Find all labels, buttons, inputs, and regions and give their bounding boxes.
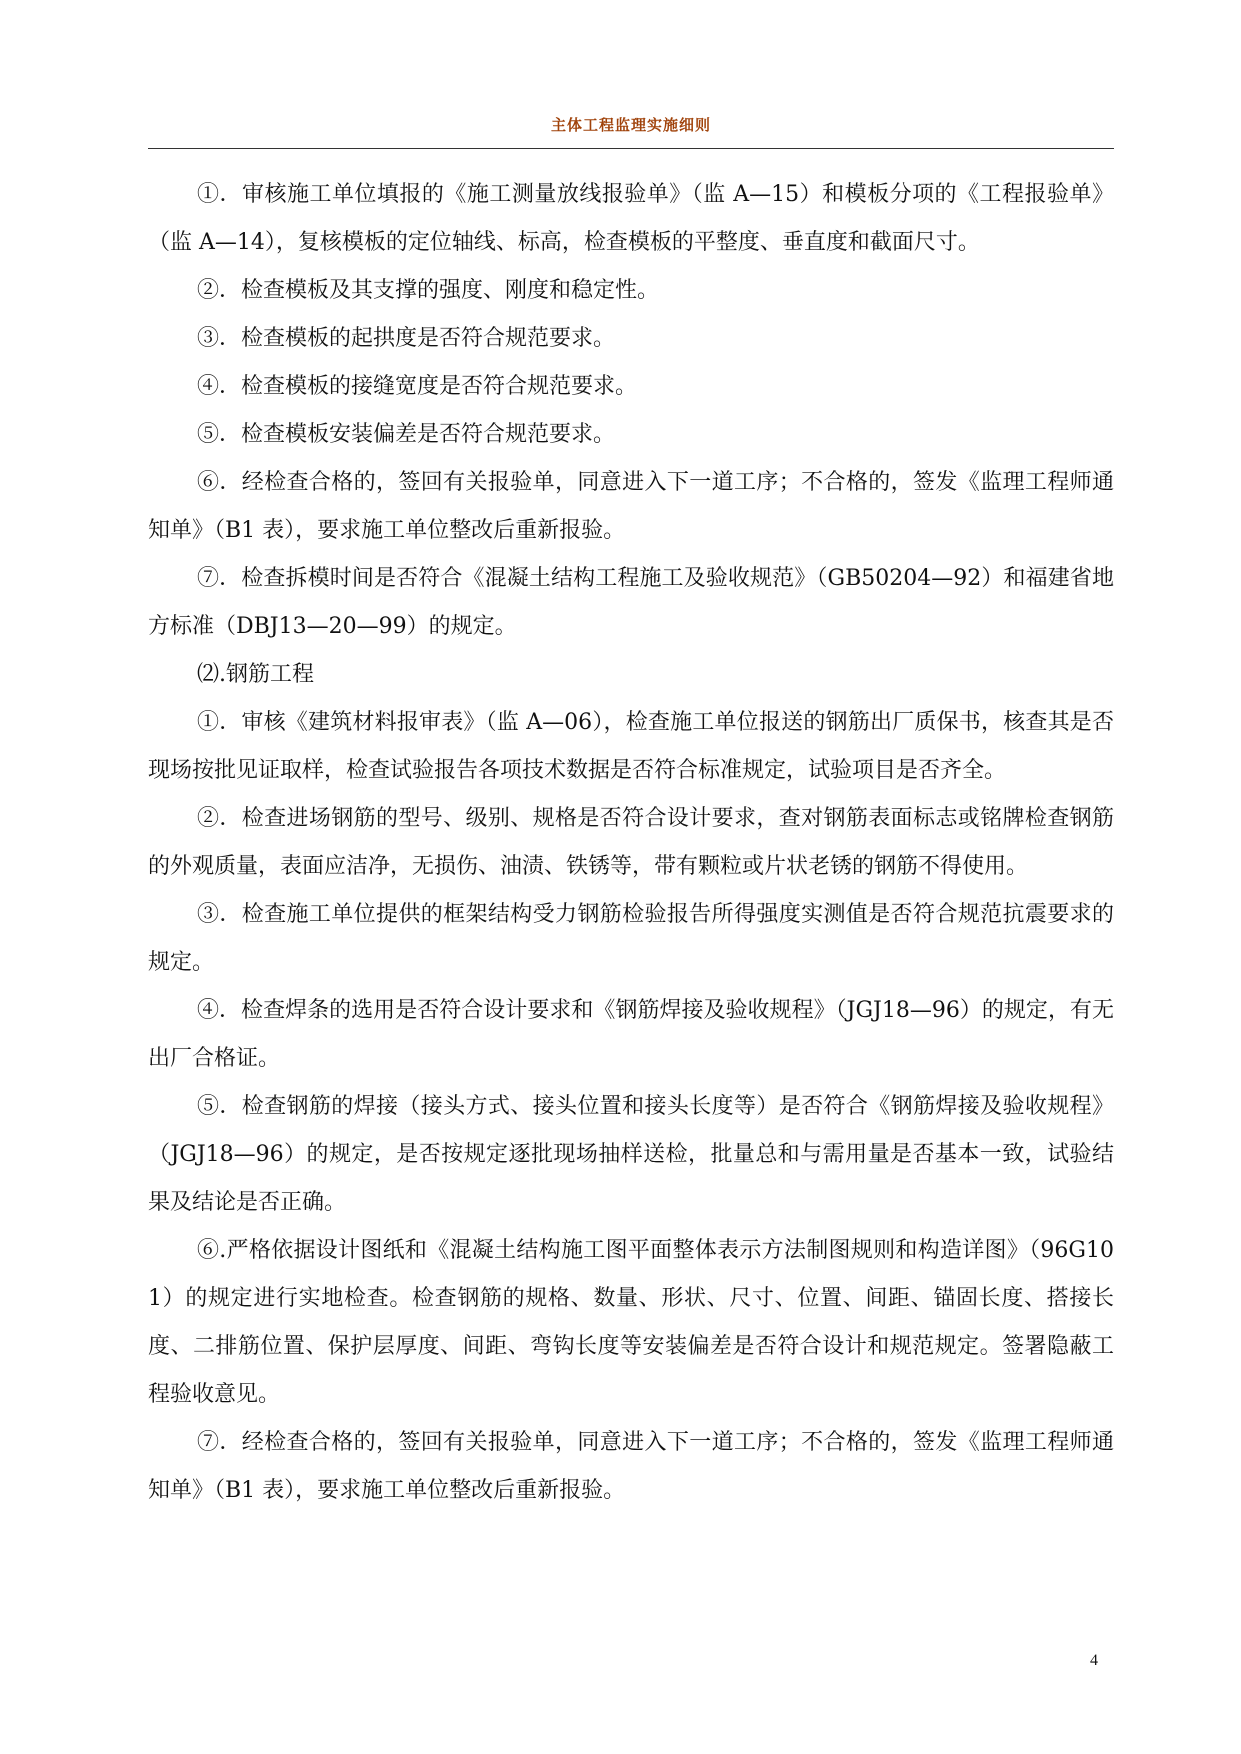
paragraph-rebar-3: ③．检查施工单位提供的框架结构受力钢筋检验报告所得强度实测值是否符合规范抗震要求的规定。 [148, 902, 1114, 975]
paragraph-formwork-3: ③．检查模板的起拱度是否符合规范要求。 [197, 326, 616, 351]
paragraph-formwork-5: ⑤．检查模板安装偏差是否符合规范要求。 [197, 422, 616, 447]
page-header-title: 主体工程监理实施细则 [550, 116, 711, 134]
page-number: 4 [1090, 1652, 1098, 1669]
paragraph-formwork-4: ④．检查模板的接缝宽度是否符合规范要求。 [197, 374, 638, 399]
paragraph-rebar-1: ①．审核《建筑材料报审表》（监 A—06），检查施工单位报送的钢筋出厂质保书，核查其是否现场按批见证取样，检查试验报告各项技术数据是否符合标准规定，试验项目是否齐全。 [148, 710, 1114, 783]
paragraph-rebar-5: ⑤．检查钢筋的焊接（接头方式、接头位置和接头长度等）是否符合《钢筋焊接及验收规程》（JGJ18—96）的规定，是否按规定逐批现场抽样送检，批量总和与需用量是否基本一致，试验结果及结论是否正确。 [148, 1094, 1114, 1215]
document-body [148, 171, 1114, 1515]
header-divider [148, 148, 1114, 149]
paragraph-formwork-7: ⑦．检查拆模时间是否符合《混凝土结构工程施工及验收规范》（GB50204—92）和福建省地方标准（DBJ13—20—99）的规定。 [148, 566, 1114, 639]
paragraph-formwork-6: ⑥．经检查合格的，签回有关报验单，同意进入下一道工序；不合格的，签发《监理工程师通知单》（B1 表），要求施工单位整改后重新报验。 [148, 470, 1114, 543]
paragraph-rebar-4: ④．检查焊条的选用是否符合设计要求和《钢筋焊接及验收规程》（JGJ18—96）的规定，有无出厂合格证。 [148, 998, 1114, 1071]
paragraph-formwork-2: ②．检查模板及其支撑的强度、刚度和稳定性。 [197, 278, 660, 303]
paragraph-rebar-6: ⑥.严格依据设计图纸和《混凝土结构施工图平面整体表示方法制图规则和构造详图》（96G101）的规定进行实地检查。检查钢筋的规格、数量、形状、尺寸、位置、间距、锚固长度、搭接长度、二排筋位置、保护层厚度、间距、弯钩长度等安装偏差是否符合设计和规范规定。签署隐蔽工程验收意见。 [148, 1238, 1114, 1407]
paragraph-formwork-1: ①．审核施工单位填报的《施工测量放线报验单》（监 A—15）和模板分项的《工程报验单》（监 A—14），复核模板的定位轴线、标高，检查模板的平整度、垂直度和截面尺寸。 [148, 182, 1114, 255]
paragraph-rebar-2: ②．检查进场钢筋的型号、级别、规格是否符合设计要求，查对钢筋表面标志或铭牌检查钢筋的外观质量，表面应洁净，无损伤、油渍、铁锈等，带有颗粒或片状老锈的钢筋不得使用。 [148, 806, 1114, 879]
paragraph-rebar-7: ⑦．经检查合格的，签回有关报验单，同意进入下一道工序；不合格的，签发《监理工程师通知单》（B1 表），要求施工单位整改后重新报验。 [148, 1430, 1114, 1503]
section-heading-rebar: ⑵.钢筋工程 [197, 662, 314, 687]
